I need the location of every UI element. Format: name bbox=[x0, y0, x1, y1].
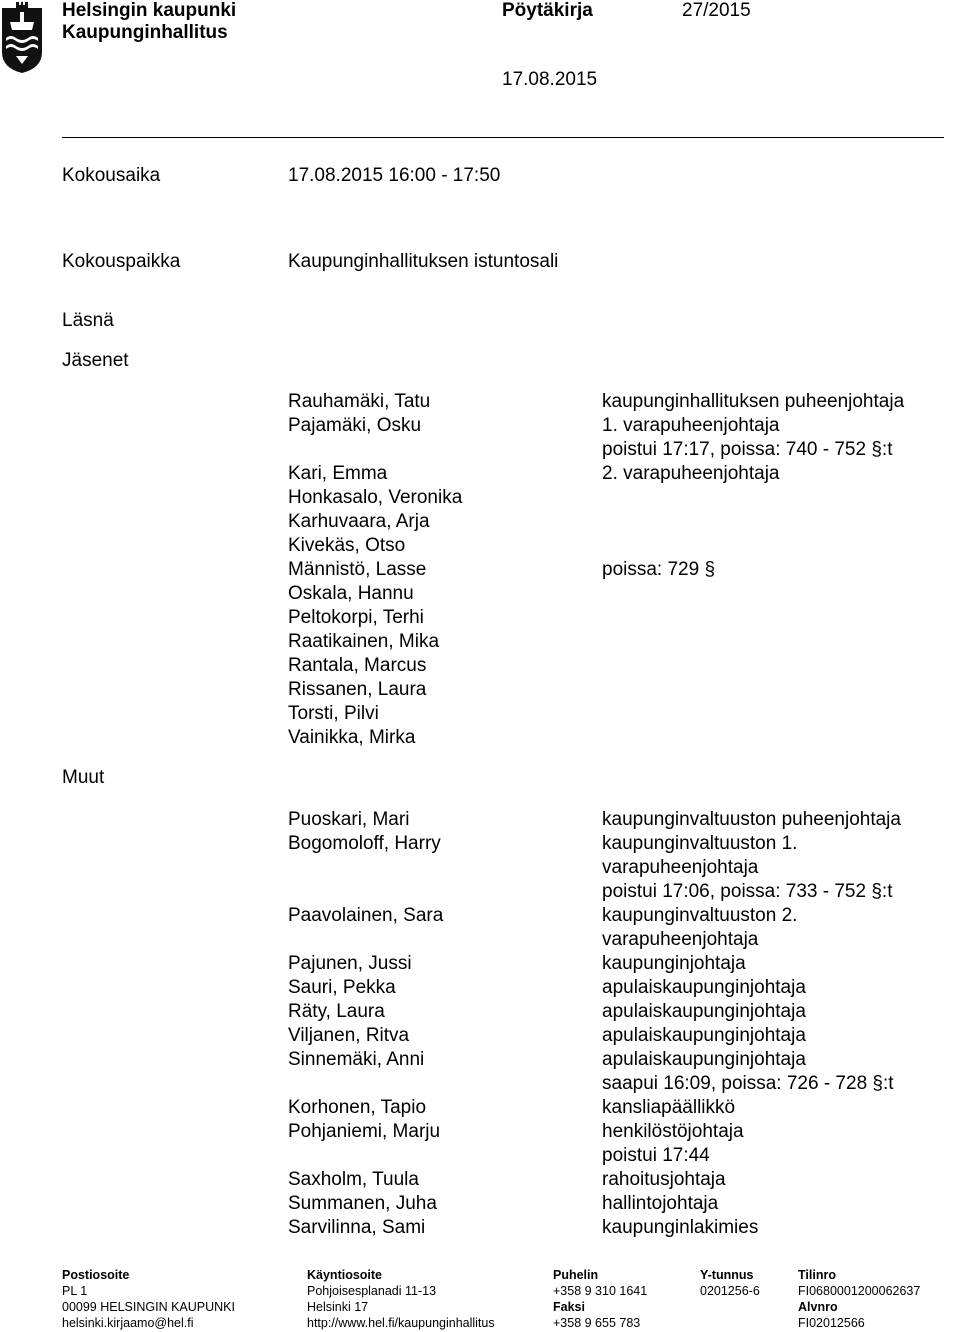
footer-vat-label: Alvnro bbox=[798, 1300, 838, 1314]
attendee-name: Sarvilinna, Sami bbox=[288, 1217, 426, 1238]
attendee-role: kaupunginvaltuuston puheenjohtaja bbox=[602, 809, 901, 830]
members-heading: Jäsenet bbox=[62, 350, 129, 371]
footer-email: helsinki.kirjaamo@hel.fi bbox=[62, 1316, 194, 1330]
member-note: poistui 17:17, poissa: 740 - 752 §:t bbox=[602, 439, 893, 460]
footer-visit-label: Käyntiosoite bbox=[307, 1268, 383, 1282]
member-name: Peltokorpi, Terhi bbox=[288, 607, 424, 628]
attendee-role: kaupunginvaltuuston 2. bbox=[602, 905, 798, 926]
attendee-role: apulaiskaupunginjohtaja bbox=[602, 1025, 806, 1046]
attendee-name: Sauri, Pekka bbox=[288, 977, 396, 998]
footer-fax-value: +358 9 655 783 bbox=[553, 1316, 641, 1330]
member-name: Torsti, Pilvi bbox=[288, 703, 379, 724]
helsinki-crest-logo bbox=[1, 0, 43, 74]
attendee-note: poistui 17:06, poissa: 733 - 752 §:t bbox=[602, 881, 893, 902]
doc-date: 17.08.2015 bbox=[502, 69, 598, 90]
member-name: Rantala, Marcus bbox=[288, 655, 427, 676]
attendee-name: Viljanen, Ritva bbox=[288, 1025, 410, 1046]
attendee-role: apulaiskaupunginjohtaja bbox=[602, 977, 806, 998]
org-name: Helsingin kaupunki bbox=[62, 0, 237, 21]
member-name: Oskala, Hannu bbox=[288, 583, 414, 604]
attendee-note: saapui 16:09, poissa: 726 - 728 §:t bbox=[602, 1073, 894, 1094]
others-heading: Muut bbox=[62, 767, 105, 788]
footer-visit-line: Helsinki 17 bbox=[307, 1300, 369, 1314]
member-name: Männistö, Lasse bbox=[288, 559, 427, 580]
attendee-role: kaupunginjohtaja bbox=[602, 953, 746, 974]
member-name: Honkasalo, Veronika bbox=[288, 487, 463, 508]
member-role: kaupunginhallituksen puheenjohtaja bbox=[602, 391, 905, 412]
member-note: poissa: 729 § bbox=[602, 559, 716, 580]
attendee-name: Pajunen, Jussi bbox=[288, 953, 412, 974]
meeting-place-value: Kaupunginhallituksen istuntosali bbox=[288, 251, 559, 272]
attendee-name: Saxholm, Tuula bbox=[288, 1169, 419, 1190]
footer-phone-value: +358 9 310 1641 bbox=[553, 1284, 648, 1298]
member-name: Raatikainen, Mika bbox=[288, 631, 440, 652]
footer-postal-line: PL 1 bbox=[62, 1284, 88, 1298]
footer-ytunnus-value: 0201256-6 bbox=[700, 1284, 760, 1298]
member-name: Kivekäs, Otso bbox=[288, 535, 406, 556]
doc-number: 27/2015 bbox=[682, 0, 751, 21]
attendee-role: varapuheenjohtaja bbox=[602, 929, 759, 950]
attendee-role: kansliapäällikkö bbox=[602, 1097, 736, 1118]
attendee-role: kaupunginlakimies bbox=[602, 1217, 759, 1238]
attendee-role: kaupunginvaltuuston 1. bbox=[602, 833, 798, 854]
attendee-name: Puoskari, Mari bbox=[288, 809, 410, 830]
attendee-name: Korhonen, Tapio bbox=[288, 1097, 427, 1118]
footer-postal-label: Postiosoite bbox=[62, 1268, 130, 1282]
attendee-role: apulaiskaupunginjohtaja bbox=[602, 1049, 806, 1070]
attendee-role: henkilöstöjohtaja bbox=[602, 1121, 744, 1142]
present-heading: Läsnä bbox=[62, 310, 114, 331]
footer-fax-label: Faksi bbox=[553, 1300, 585, 1314]
member-name: Karhuvaara, Arja bbox=[288, 511, 430, 532]
member-name: Rauhamäki, Tatu bbox=[288, 391, 431, 412]
attendee-role: apulaiskaupunginjohtaja bbox=[602, 1001, 806, 1022]
attendee-role: varapuheenjohtaja bbox=[602, 857, 759, 878]
attendee-name: Bogomoloff, Harry bbox=[288, 833, 441, 854]
doc-type: Pöytäkirja bbox=[502, 0, 593, 21]
attendee-name: Summanen, Juha bbox=[288, 1193, 437, 1214]
attendee-name: Pohjaniemi, Marju bbox=[288, 1121, 441, 1142]
attendee-role: hallintojohtaja bbox=[602, 1193, 719, 1214]
header-divider bbox=[62, 137, 944, 138]
attendee-role: rahoitusjohtaja bbox=[602, 1169, 726, 1190]
attendee-name: Sinnemäki, Anni bbox=[288, 1049, 425, 1070]
member-name: Kari, Emma bbox=[288, 463, 388, 484]
member-name: Rissanen, Laura bbox=[288, 679, 427, 700]
footer-account-label: Tilinro bbox=[798, 1268, 836, 1282]
footer-phone-label: Puhelin bbox=[553, 1268, 599, 1282]
footer-ytunnus-label: Y-tunnus bbox=[700, 1268, 754, 1282]
meeting-time-value: 17.08.2015 16:00 - 17:50 bbox=[288, 165, 501, 186]
footer-account-value: FI0680001200062637 bbox=[798, 1284, 921, 1298]
footer-vat-value: FI02012566 bbox=[798, 1316, 865, 1330]
member-name: Vainikka, Mirka bbox=[288, 727, 416, 748]
meeting-time-label: Kokousaika bbox=[62, 165, 161, 186]
org-unit: Kaupunginhallitus bbox=[62, 22, 228, 43]
attendee-name: Räty, Laura bbox=[288, 1001, 385, 1022]
attendee-note: poistui 17:44 bbox=[602, 1145, 710, 1166]
member-role: 2. varapuheenjohtaja bbox=[602, 463, 780, 484]
member-name: Pajamäki, Osku bbox=[288, 415, 422, 436]
footer-visit-line: Pohjoisesplanadi 11-13 bbox=[307, 1284, 437, 1298]
meeting-place-label: Kokouspaikka bbox=[62, 251, 181, 272]
attendee-name: Paavolainen, Sara bbox=[288, 905, 444, 926]
footer-postal-line: 00099 HELSINGIN KAUPUNKI bbox=[62, 1300, 235, 1314]
footer-website: http://www.hel.fi/kaupunginhallitus bbox=[307, 1316, 495, 1330]
member-role: 1. varapuheenjohtaja bbox=[602, 415, 780, 436]
